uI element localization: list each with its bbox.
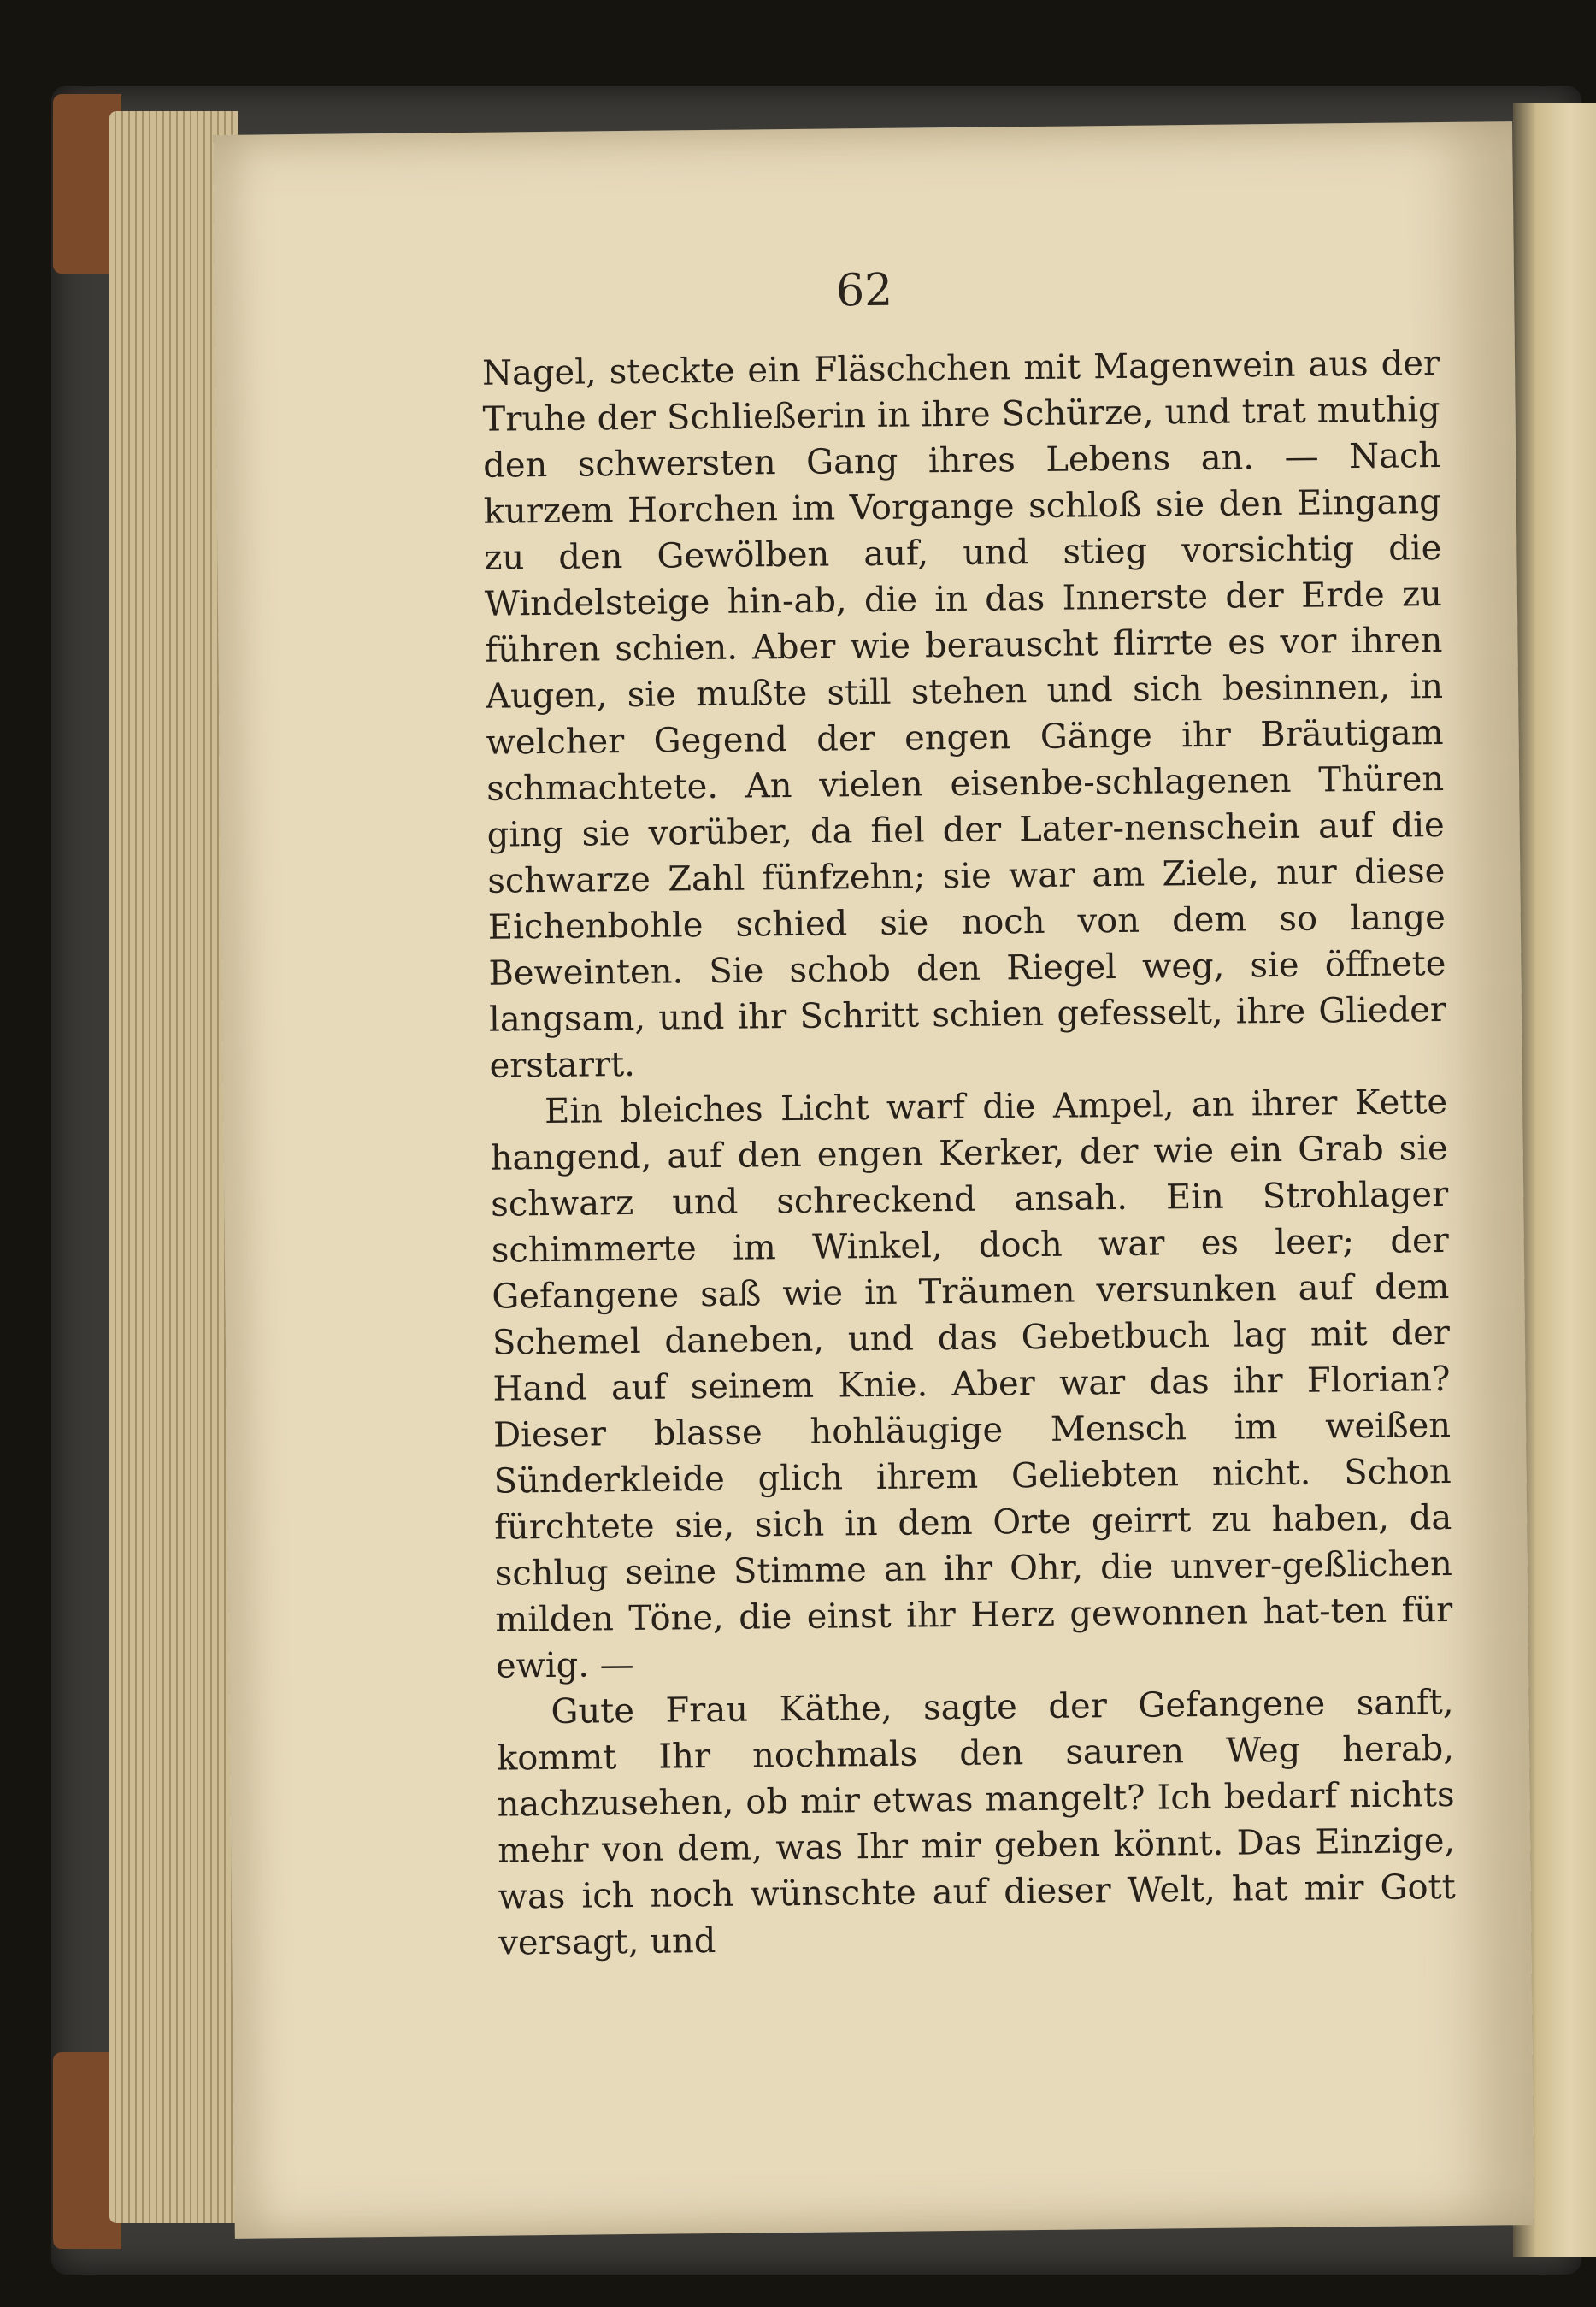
paragraph-2: Ein bleiches Licht warf die Ampel, an ihrer Kette hangend, auf den engen Kerker, der wie ein Grab sie schwarz und schreckend ansah. Ein Strohlager schimmerte im Winkel, doch war es leer; der Gefangene saß wie in Träumen versunken auf dem Schemel daneben, und das Gebetbuch lag mit der Hand auf seinem Knie. Aber war das ihr Florian? Dieser blasse hohläugige Mensch im weißen Sünderkleide glich ihrem Geliebten nicht. Schon fürchtete sie, sich in dem Orte geirrt zu haben, da schlug seine Stimme an ihr Ohr, die unver-geßlichen milden Töne, die einst ihr Herz gewonnen hat-ten für ewig. — [490,1082,1453,1686]
book-page [213,121,1534,2239]
page-text [482,340,1457,1967]
page-number: 62 [835,264,893,317]
paragraph-1: Nagel, steckte ein Fläschchen mit Magenwein aus der Truhe der Schließerin in ihre Schürze, und trat muthig den schwersten Gang ihres Lebens an. — Nach kurzem Horchen im Vorgange schloß sie den Eingang zu den Gewölben auf, und stieg vorsichtig die Windelsteige hin-ab, die in das Innerste der Erde zu führen schien. Aber wie berauscht flirrte es vor ihren Augen, sie mußte still stehen und sich besinnen, in welcher Gegend der engen Gänge ihr Bräutigam schmachtete. An vielen eisenbe-schlagenen Thüren ging sie vorüber, da fiel der Later-nenschein auf die schwarze Zahl fünfzehn; sie war am Ziele, nur diese Eichenbohle schied sie noch von dem so lange Beweinten. Sie schob den Riegel weg, sie öffnete langsam, und ihr Schritt schien gefesselt, ihre Glieder erstarrt. [481,344,1447,1086]
paragraph-3: Gute Frau Käthe, sagte der Gefangene sanft, kommt Ihr nochmals den sauren Weg herab, nachzusehen, ob mir etwas mangelt? Ich bedarf nichts mehr von dem, was Ihr mir geben könnt. Das Einzige, was ich noch wünschte auf dieser Welt, hat mir Gott versagt, und [496,1682,1456,1963]
